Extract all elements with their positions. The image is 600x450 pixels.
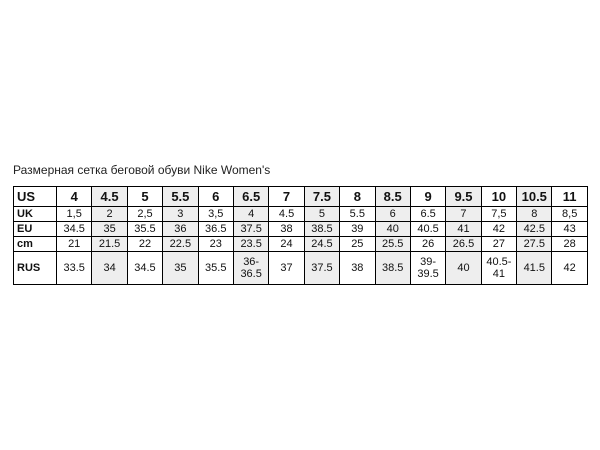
table-cell: 40 — [375, 222, 410, 237]
table-cell: 35.5 — [198, 252, 233, 285]
table-cell: 40.5-41 — [481, 252, 516, 285]
table-caption: Размерная сетка беговой обуви Nike Women's — [13, 163, 271, 177]
table-row-rus-label: RUS — [14, 252, 57, 285]
table-row-uk — [14, 207, 588, 222]
table-cell: 7.5 — [304, 187, 339, 207]
table-cell: 39-39.5 — [410, 252, 445, 285]
table-cell: 25 — [340, 237, 375, 252]
table-cell: 25.5 — [375, 237, 410, 252]
table-cell: 22.5 — [163, 237, 198, 252]
table-row-cm — [14, 237, 588, 252]
table-cell: 5 — [304, 207, 339, 222]
table-cell: 27.5 — [517, 237, 552, 252]
table-cell: 8 — [340, 187, 375, 207]
table-cell: 21.5 — [92, 237, 127, 252]
header-row-us — [14, 187, 588, 207]
table-cell: 3 — [163, 207, 198, 222]
header-row-us-label: US — [14, 187, 57, 207]
table-cell: 7 — [269, 187, 304, 207]
table-cell: 22 — [127, 237, 162, 252]
table-cell: 5.5 — [340, 207, 375, 222]
table-cell: 23.5 — [233, 237, 268, 252]
table-cell: 11 — [552, 187, 587, 207]
table-row-eu — [14, 222, 588, 237]
table-cell: 9.5 — [446, 187, 481, 207]
table-cell: 4.5 — [269, 207, 304, 222]
table-cell: 38.5 — [304, 222, 339, 237]
table-cell: 37.5 — [304, 252, 339, 285]
table-cell: 43 — [552, 222, 587, 237]
table-row-uk-label: UK — [14, 207, 57, 222]
table-cell: 2,5 — [127, 207, 162, 222]
table-cell: 4.5 — [92, 187, 127, 207]
table-cell: 38 — [340, 252, 375, 285]
table-cell: 37 — [269, 252, 304, 285]
table-cell: 8,5 — [552, 207, 587, 222]
table-cell: 7,5 — [481, 207, 516, 222]
table-cell: 36 — [163, 222, 198, 237]
table-cell: 35 — [163, 252, 198, 285]
table-cell: 42.5 — [517, 222, 552, 237]
table-cell: 24 — [269, 237, 304, 252]
table-cell: 35.5 — [127, 222, 162, 237]
table-cell: 6 — [198, 187, 233, 207]
table-cell: 34 — [92, 252, 127, 285]
table-cell: 38.5 — [375, 252, 410, 285]
table-cell: 5 — [127, 187, 162, 207]
table-cell: 26 — [410, 237, 445, 252]
table-cell: 9 — [410, 187, 445, 207]
table-cell: 34.5 — [57, 222, 92, 237]
table-cell: 1,5 — [57, 207, 92, 222]
table-cell: 41 — [446, 222, 481, 237]
table-cell: 5.5 — [163, 187, 198, 207]
table-cell: 6.5 — [410, 207, 445, 222]
size-chart-table — [13, 186, 588, 285]
table-cell: 8 — [517, 207, 552, 222]
table-cell: 4 — [233, 207, 268, 222]
table-cell: 27 — [481, 237, 516, 252]
table-cell: 42 — [552, 252, 587, 285]
table-cell: 34.5 — [127, 252, 162, 285]
table-row-cm-label: cm — [14, 237, 57, 252]
table-cell: 38 — [269, 222, 304, 237]
table-cell: 21 — [57, 237, 92, 252]
table-cell: 6.5 — [233, 187, 268, 207]
table-cell: 2 — [92, 207, 127, 222]
table-cell: 35 — [92, 222, 127, 237]
table-cell: 3,5 — [198, 207, 233, 222]
table-cell: 36-36.5 — [233, 252, 268, 285]
table-cell: 26.5 — [446, 237, 481, 252]
table-cell: 37.5 — [233, 222, 268, 237]
table-cell: 40 — [446, 252, 481, 285]
table-cell: 10 — [481, 187, 516, 207]
table-cell: 40.5 — [410, 222, 445, 237]
table-cell: 7 — [446, 207, 481, 222]
table-cell: 8.5 — [375, 187, 410, 207]
table-cell: 36.5 — [198, 222, 233, 237]
table-cell: 10.5 — [517, 187, 552, 207]
table-cell: 41.5 — [517, 252, 552, 285]
table-row-rus — [14, 252, 588, 285]
table-cell: 39 — [340, 222, 375, 237]
table-cell: 28 — [552, 237, 587, 252]
table-cell: 42 — [481, 222, 516, 237]
table-cell: 24.5 — [304, 237, 339, 252]
table-cell: 6 — [375, 207, 410, 222]
table-row-eu-label: EU — [14, 222, 57, 237]
table-cell: 4 — [57, 187, 92, 207]
table-cell: 23 — [198, 237, 233, 252]
table-cell: 33.5 — [57, 252, 92, 285]
